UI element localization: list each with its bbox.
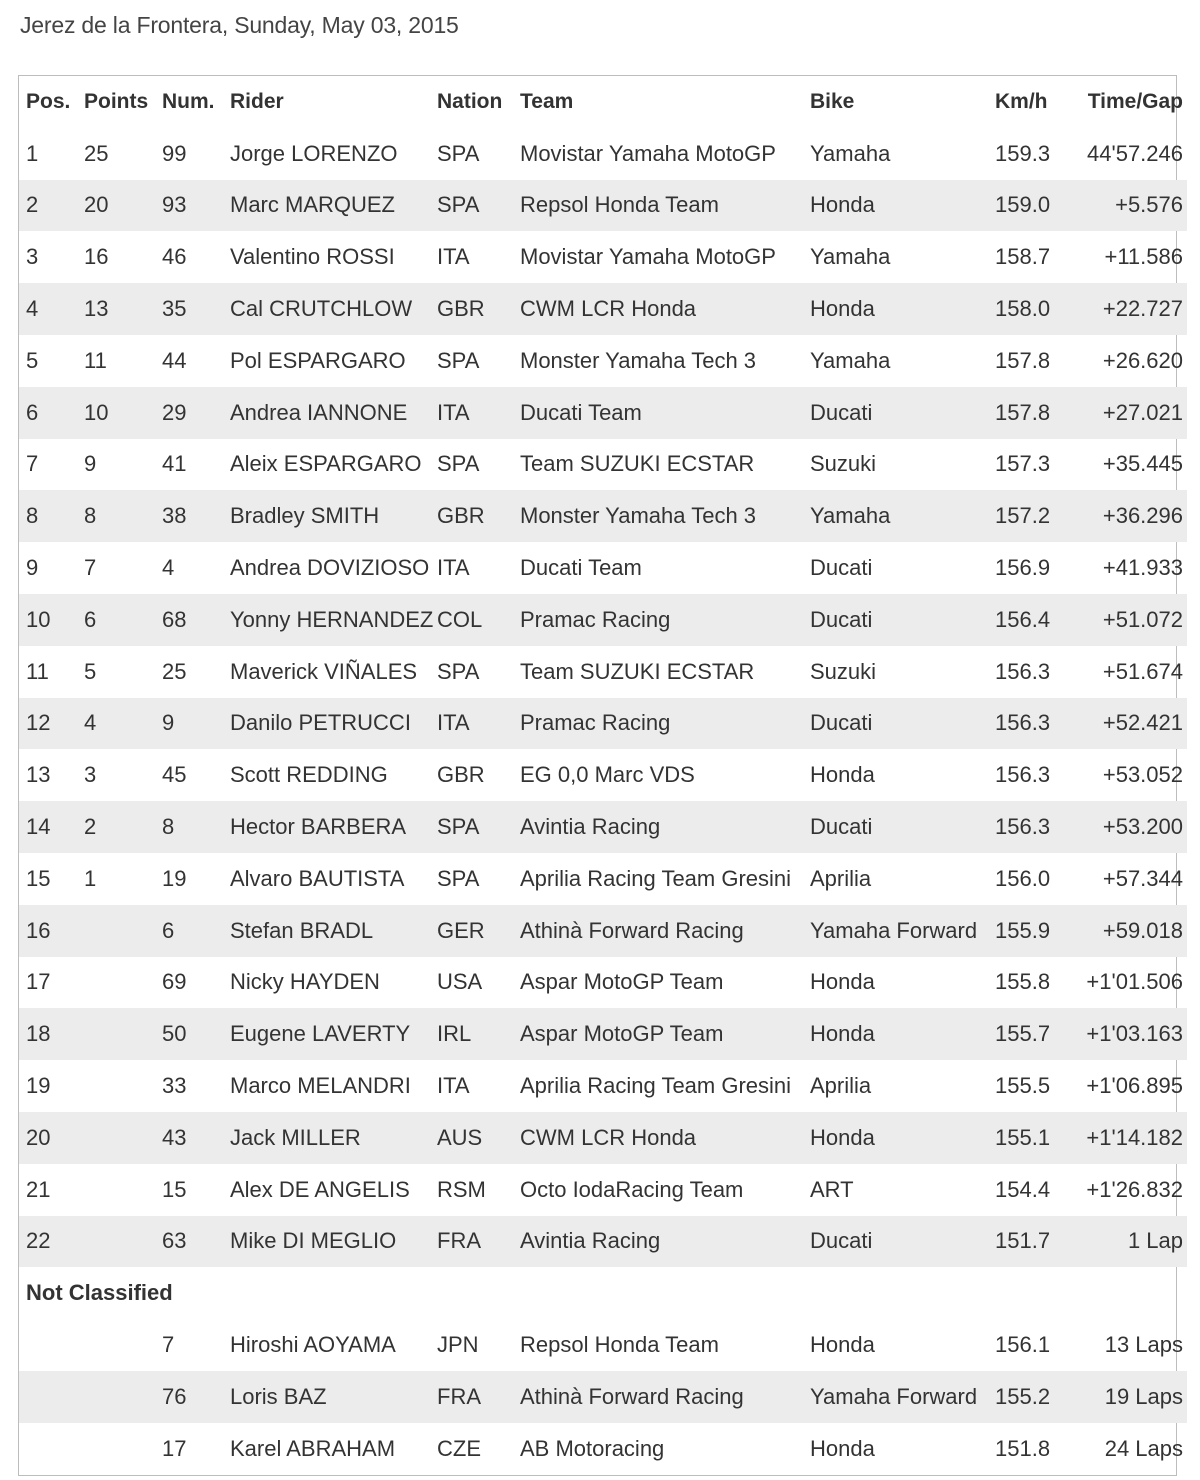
cell-nation: ITA: [437, 244, 470, 270]
cell-rider: Stefan BRADL: [230, 905, 437, 957]
cell-bike: Honda: [810, 969, 875, 995]
cell-kmh: 156.3: [995, 658, 1051, 684]
cell-pos: 4: [19, 283, 84, 335]
cell-nation: GBR: [437, 762, 485, 788]
table-row: [19, 128, 1187, 180]
cell-num: 35: [162, 283, 230, 335]
cell-pos: 1: [26, 140, 39, 166]
table-row: [19, 490, 1187, 542]
cell-rider: Cal CRUTCHLOW: [230, 283, 437, 335]
cell-num: 44: [162, 347, 187, 373]
cell-bike: Aprilia: [810, 865, 872, 891]
cell-nation: USA: [437, 969, 483, 995]
cell-kmh: 159.0: [995, 180, 1063, 232]
cell-team: Avintia Racing: [520, 801, 810, 853]
cell-rider: Bradley SMITH: [230, 490, 437, 542]
header-time-gap: Time/Gap: [1087, 89, 1183, 113]
cell-team: Pramac Racing: [520, 698, 810, 750]
cell-bike: Honda: [810, 180, 995, 232]
cell-points: [84, 1008, 162, 1060]
cell-time-gap: 44'57.246: [1087, 140, 1183, 166]
cell-bike: ART: [810, 1176, 854, 1202]
cell-num: 69: [162, 969, 187, 995]
table-row: [19, 231, 1187, 283]
table-row: [19, 1008, 1187, 1060]
table-row: [19, 1371, 1187, 1423]
cell-time-gap: +22.727: [1063, 283, 1187, 335]
cell-points: [84, 957, 162, 1009]
cell-team: Monster Yamaha Tech 3: [520, 490, 810, 542]
cell-kmh: 156.0: [995, 865, 1051, 891]
cell-pos: [19, 1423, 84, 1475]
cell-points: 3: [84, 762, 97, 788]
cell-num: 15: [162, 1176, 187, 1202]
cell-points: [84, 1319, 162, 1371]
cell-bike: Honda: [810, 1008, 995, 1060]
table-row: [19, 1319, 1187, 1371]
cell-bike: Honda: [810, 762, 875, 788]
cell-pos: 7: [26, 451, 39, 477]
table-row: [19, 853, 1187, 905]
cell-num: 33: [162, 1073, 187, 1099]
cell-pos: 3: [26, 244, 39, 270]
cell-pos: 22: [19, 1216, 84, 1268]
cell-bike: Yamaha: [810, 140, 891, 166]
cell-kmh: 157.3: [995, 451, 1051, 477]
cell-points: [84, 905, 162, 957]
cell-time-gap: +5.576: [1063, 180, 1187, 232]
cell-time-gap: +35.445: [1102, 451, 1183, 477]
cell-kmh: 156.1: [995, 1332, 1051, 1358]
cell-num: 76: [162, 1371, 230, 1423]
cell-num: 68: [162, 594, 230, 646]
cell-num: 45: [162, 762, 187, 788]
table-row: [19, 905, 1187, 957]
cell-num: 6: [162, 905, 230, 957]
cell-team: Aprilia Racing Team Gresini: [520, 1073, 792, 1099]
cell-points: 1: [84, 865, 97, 891]
cell-nation: ITA: [437, 555, 470, 581]
cell-points: [84, 1112, 162, 1164]
cell-num: 19: [162, 865, 187, 891]
cell-rider: Hector BARBERA: [230, 801, 437, 853]
cell-rider: Andrea DOVIZIOSO: [230, 555, 430, 581]
header-kmh: Km/h: [995, 89, 1048, 113]
cell-num: 41: [162, 451, 187, 477]
cell-kmh: 156.4: [995, 594, 1063, 646]
cell-num: 63: [162, 1216, 230, 1268]
cell-team: Repsol Honda Team: [520, 1332, 719, 1358]
cell-num: 50: [162, 1008, 230, 1060]
cell-kmh: 158.0: [995, 283, 1063, 335]
cell-time-gap: +53.200: [1063, 801, 1187, 853]
header-points: Points: [84, 89, 149, 113]
table-row: [19, 1423, 1187, 1475]
cell-kmh: 157.2: [995, 490, 1063, 542]
cell-num: 4: [162, 555, 175, 581]
cell-rider: Mike DI MEGLIO: [230, 1216, 437, 1268]
cell-time-gap: +51.072: [1063, 594, 1187, 646]
cell-nation: AUS: [437, 1112, 520, 1164]
table-row: [19, 1112, 1187, 1164]
cell-team: Team SUZUKI ECSTAR: [520, 658, 755, 684]
table-row: [19, 957, 1187, 1009]
cell-team: Movistar Yamaha MotoGP: [520, 244, 776, 270]
cell-nation: JPN: [437, 1332, 479, 1358]
cell-time-gap: +59.018: [1063, 905, 1187, 957]
table-row: [19, 283, 1187, 335]
cell-time-gap: +1'03.163: [1063, 1008, 1187, 1060]
cell-bike: Yamaha: [810, 244, 891, 270]
cell-time-gap: 24 Laps: [1104, 1435, 1183, 1461]
cell-team: Athinà Forward Racing: [520, 905, 810, 957]
cell-bike: Ducati: [810, 594, 995, 646]
cell-pos: 17: [26, 969, 51, 995]
cell-nation: FRA: [437, 1371, 520, 1423]
table-row: [19, 646, 1187, 698]
table-row: [19, 1216, 1187, 1268]
cell-time-gap: +1'26.832: [1086, 1176, 1183, 1202]
cell-kmh: 156.3: [995, 801, 1063, 853]
cell-pos: 8: [19, 490, 84, 542]
not-classified-row: [19, 1267, 1187, 1319]
cell-rider: Karel ABRAHAM: [230, 1435, 396, 1461]
cell-points: 7: [84, 555, 97, 581]
cell-rider: Jorge LORENZO: [230, 140, 398, 166]
cell-rider: Maverick VIÑALES: [230, 658, 418, 684]
cell-points: 13: [84, 283, 162, 335]
cell-pos: 12: [19, 698, 84, 750]
cell-num: 93: [162, 180, 230, 232]
cell-team: CWM LCR Honda: [520, 1112, 810, 1164]
cell-rider: Scott REDDING: [230, 762, 388, 788]
cell-points: 25: [84, 140, 109, 166]
cell-team: AB Motoracing: [520, 1435, 665, 1461]
cell-kmh: 158.7: [995, 244, 1051, 270]
table-row: [19, 180, 1187, 232]
cell-time-gap: +52.421: [1063, 698, 1187, 750]
cell-pos: 9: [26, 555, 39, 581]
cell-rider: Alvaro BAUTISTA: [230, 865, 405, 891]
cell-time-gap: +27.021: [1063, 387, 1187, 439]
cell-nation: SPA: [437, 347, 480, 373]
cell-nation: FRA: [437, 1216, 520, 1268]
cell-nation: GBR: [437, 283, 520, 335]
cell-team: Ducati Team: [520, 555, 642, 581]
cell-time-gap: +1'01.506: [1086, 969, 1183, 995]
cell-points: 9: [84, 451, 97, 477]
cell-kmh: 154.4: [995, 1176, 1051, 1202]
cell-points: 8: [84, 490, 162, 542]
cell-kmh: 155.7: [995, 1008, 1063, 1060]
cell-kmh: 151.7: [995, 1216, 1063, 1268]
cell-pos: [19, 1371, 84, 1423]
cell-pos: 15: [26, 865, 51, 891]
cell-time-gap: +57.344: [1102, 865, 1183, 891]
cell-pos: 20: [19, 1112, 84, 1164]
cell-num: 17: [162, 1435, 187, 1461]
cell-time-gap: 13 Laps: [1104, 1332, 1183, 1358]
cell-bike: Ducati: [810, 387, 995, 439]
cell-kmh: 151.8: [995, 1435, 1051, 1461]
cell-pos: 14: [19, 801, 84, 853]
header-nation: Nation: [437, 89, 503, 113]
results-table-container: [18, 75, 1183, 1476]
cell-points: 20: [84, 180, 162, 232]
cell-nation: RSM: [437, 1176, 486, 1202]
cell-kmh: 155.2: [995, 1371, 1063, 1423]
cell-pos: 2: [19, 180, 84, 232]
cell-rider: Alex DE ANGELIS: [230, 1176, 410, 1202]
cell-nation: SPA: [437, 658, 480, 684]
cell-team: Athinà Forward Racing: [520, 1371, 810, 1423]
cell-nation: GBR: [437, 490, 520, 542]
cell-bike: Ducati: [810, 555, 873, 581]
cell-rider: Marco MELANDRI: [230, 1073, 411, 1099]
cell-bike: Yamaha Forward: [810, 1371, 995, 1423]
cell-team: Movistar Yamaha MotoGP: [520, 140, 776, 166]
cell-bike: Yamaha: [810, 347, 891, 373]
cell-bike: Aprilia: [810, 1073, 872, 1099]
cell-rider: Aleix ESPARGARO: [230, 451, 422, 477]
cell-team: Repsol Honda Team: [520, 180, 810, 232]
cell-num: 8: [162, 801, 230, 853]
table-row: [19, 801, 1187, 853]
cell-kmh: 156.9: [995, 555, 1051, 581]
table-header-row: [19, 76, 1187, 128]
cell-team: Aspar MotoGP Team: [520, 969, 724, 995]
cell-team: EG 0,0 Marc VDS: [520, 762, 695, 788]
cell-rider: Loris BAZ: [230, 1371, 437, 1423]
table-row: [19, 698, 1187, 750]
cell-rider: Yonny HERNANDEZ: [230, 594, 437, 646]
header-rider: Rider: [230, 89, 284, 113]
cell-time-gap: +1'06.895: [1086, 1073, 1183, 1099]
cell-points: [84, 1216, 162, 1268]
cell-team: Avintia Racing: [520, 1216, 810, 1268]
cell-time-gap: +11.586: [1104, 244, 1183, 270]
cell-nation: ITA: [437, 387, 520, 439]
cell-rider: Hiroshi AOYAMA: [230, 1332, 396, 1358]
table-row: [19, 594, 1187, 646]
cell-time-gap: +26.620: [1102, 347, 1183, 373]
table-row: [19, 1164, 1187, 1216]
cell-time-gap: +51.674: [1102, 658, 1183, 684]
cell-team: Monster Yamaha Tech 3: [520, 347, 757, 373]
cell-pos: 10: [19, 594, 84, 646]
cell-time-gap: +36.296: [1063, 490, 1187, 542]
cell-team: Pramac Racing: [520, 594, 810, 646]
cell-nation: ITA: [437, 698, 520, 750]
cell-bike: Honda: [810, 1112, 995, 1164]
cell-bike: Honda: [810, 1332, 875, 1358]
results-table: [19, 76, 1187, 1475]
cell-pos: 5: [26, 347, 39, 373]
cell-num: 7: [162, 1332, 175, 1358]
cell-bike: Suzuki: [810, 451, 877, 477]
cell-bike: Honda: [810, 283, 995, 335]
cell-points: [84, 1060, 162, 1112]
cell-num: 99: [162, 140, 187, 166]
cell-points: 2: [84, 801, 162, 853]
cell-pos: 11: [26, 658, 49, 684]
cell-rider: Nicky HAYDEN: [230, 969, 380, 995]
cell-pos: 21: [26, 1176, 51, 1202]
cell-bike: Ducati: [810, 1216, 995, 1268]
cell-nation: CZE: [437, 1435, 481, 1461]
cell-rider: Jack MILLER: [230, 1112, 437, 1164]
cell-team: Aprilia Racing Team Gresini: [520, 865, 792, 891]
cell-nation: SPA: [437, 865, 480, 891]
cell-kmh: 155.5: [995, 1073, 1051, 1099]
cell-kmh: 156.3: [995, 762, 1051, 788]
page-subtitle: Jerez de la Frontera, Sunday, May 03, 2015: [20, 12, 459, 38]
cell-points: 11: [84, 347, 107, 373]
table-row: [19, 1060, 1187, 1112]
cell-team: Team SUZUKI ECSTAR: [520, 451, 755, 477]
cell-points: [84, 1164, 162, 1216]
cell-rider: Danilo PETRUCCI: [230, 698, 437, 750]
cell-pos: 18: [19, 1008, 84, 1060]
cell-kmh: 155.1: [995, 1112, 1063, 1164]
header-pos: Pos.: [26, 89, 71, 113]
cell-nation: SPA: [437, 451, 480, 477]
cell-kmh: 157.8: [995, 387, 1063, 439]
cell-nation: SPA: [437, 140, 480, 166]
cell-nation: IRL: [437, 1008, 520, 1060]
results-body: [19, 128, 1187, 1475]
cell-pos: [19, 1319, 84, 1371]
cell-bike: Ducati: [810, 698, 995, 750]
cell-num: 38: [162, 490, 230, 542]
cell-bike: Honda: [810, 1435, 875, 1461]
table-row: [19, 387, 1187, 439]
cell-kmh: 155.9: [995, 905, 1063, 957]
cell-nation: ITA: [437, 1073, 470, 1099]
cell-nation: GER: [437, 905, 520, 957]
cell-time-gap: +41.933: [1102, 555, 1183, 581]
cell-num: 43: [162, 1112, 230, 1164]
cell-num: 9: [162, 698, 230, 750]
cell-bike: Yamaha: [810, 490, 995, 542]
not-classified-label: Not Classified: [26, 1280, 173, 1306]
cell-points: 6: [84, 594, 162, 646]
cell-pos: 19: [26, 1073, 51, 1099]
cell-num: 25: [162, 658, 187, 684]
cell-points: 10: [84, 387, 162, 439]
table-row: [19, 749, 1187, 801]
cell-points: [84, 1423, 162, 1475]
table-row: [19, 542, 1187, 594]
header-num: Num.: [162, 89, 215, 113]
cell-time-gap: +1'14.182: [1063, 1112, 1187, 1164]
cell-rider: Andrea IANNONE: [230, 387, 437, 439]
cell-team: Octo IodaRacing Team: [520, 1176, 744, 1202]
cell-team: Ducati Team: [520, 387, 810, 439]
cell-kmh: 156.3: [995, 698, 1063, 750]
cell-nation: SPA: [437, 180, 520, 232]
cell-points: [84, 1371, 162, 1423]
cell-rider: Eugene LAVERTY: [230, 1008, 437, 1060]
cell-team: CWM LCR Honda: [520, 283, 810, 335]
header-bike: Bike: [810, 89, 855, 113]
table-row: [19, 439, 1187, 491]
cell-pos: 16: [19, 905, 84, 957]
cell-kmh: 155.8: [995, 969, 1051, 995]
cell-num: 46: [162, 244, 187, 270]
cell-team: Aspar MotoGP Team: [520, 1008, 810, 1060]
cell-points: 4: [84, 698, 162, 750]
cell-rider: Pol ESPARGARO: [230, 347, 406, 373]
cell-time-gap: 1 Lap: [1063, 1216, 1187, 1268]
cell-points: 16: [84, 244, 109, 270]
header-team: Team: [520, 89, 574, 113]
cell-bike: Yamaha Forward: [810, 905, 995, 957]
cell-bike: Suzuki: [810, 658, 877, 684]
table-row: [19, 335, 1187, 387]
cell-nation: COL: [437, 594, 520, 646]
cell-num: 29: [162, 387, 230, 439]
cell-time-gap: 19 Laps: [1063, 1371, 1187, 1423]
cell-bike: Ducati: [810, 801, 995, 853]
cell-kmh: 157.8: [995, 347, 1051, 373]
cell-rider: Marc MARQUEZ: [230, 180, 437, 232]
cell-time-gap: +53.052: [1102, 762, 1183, 788]
cell-kmh: 159.3: [995, 140, 1051, 166]
cell-pos: 13: [26, 762, 51, 788]
cell-rider: Valentino ROSSI: [230, 244, 395, 270]
cell-nation: SPA: [437, 801, 520, 853]
cell-pos: 6: [19, 387, 84, 439]
cell-points: 5: [84, 658, 97, 684]
